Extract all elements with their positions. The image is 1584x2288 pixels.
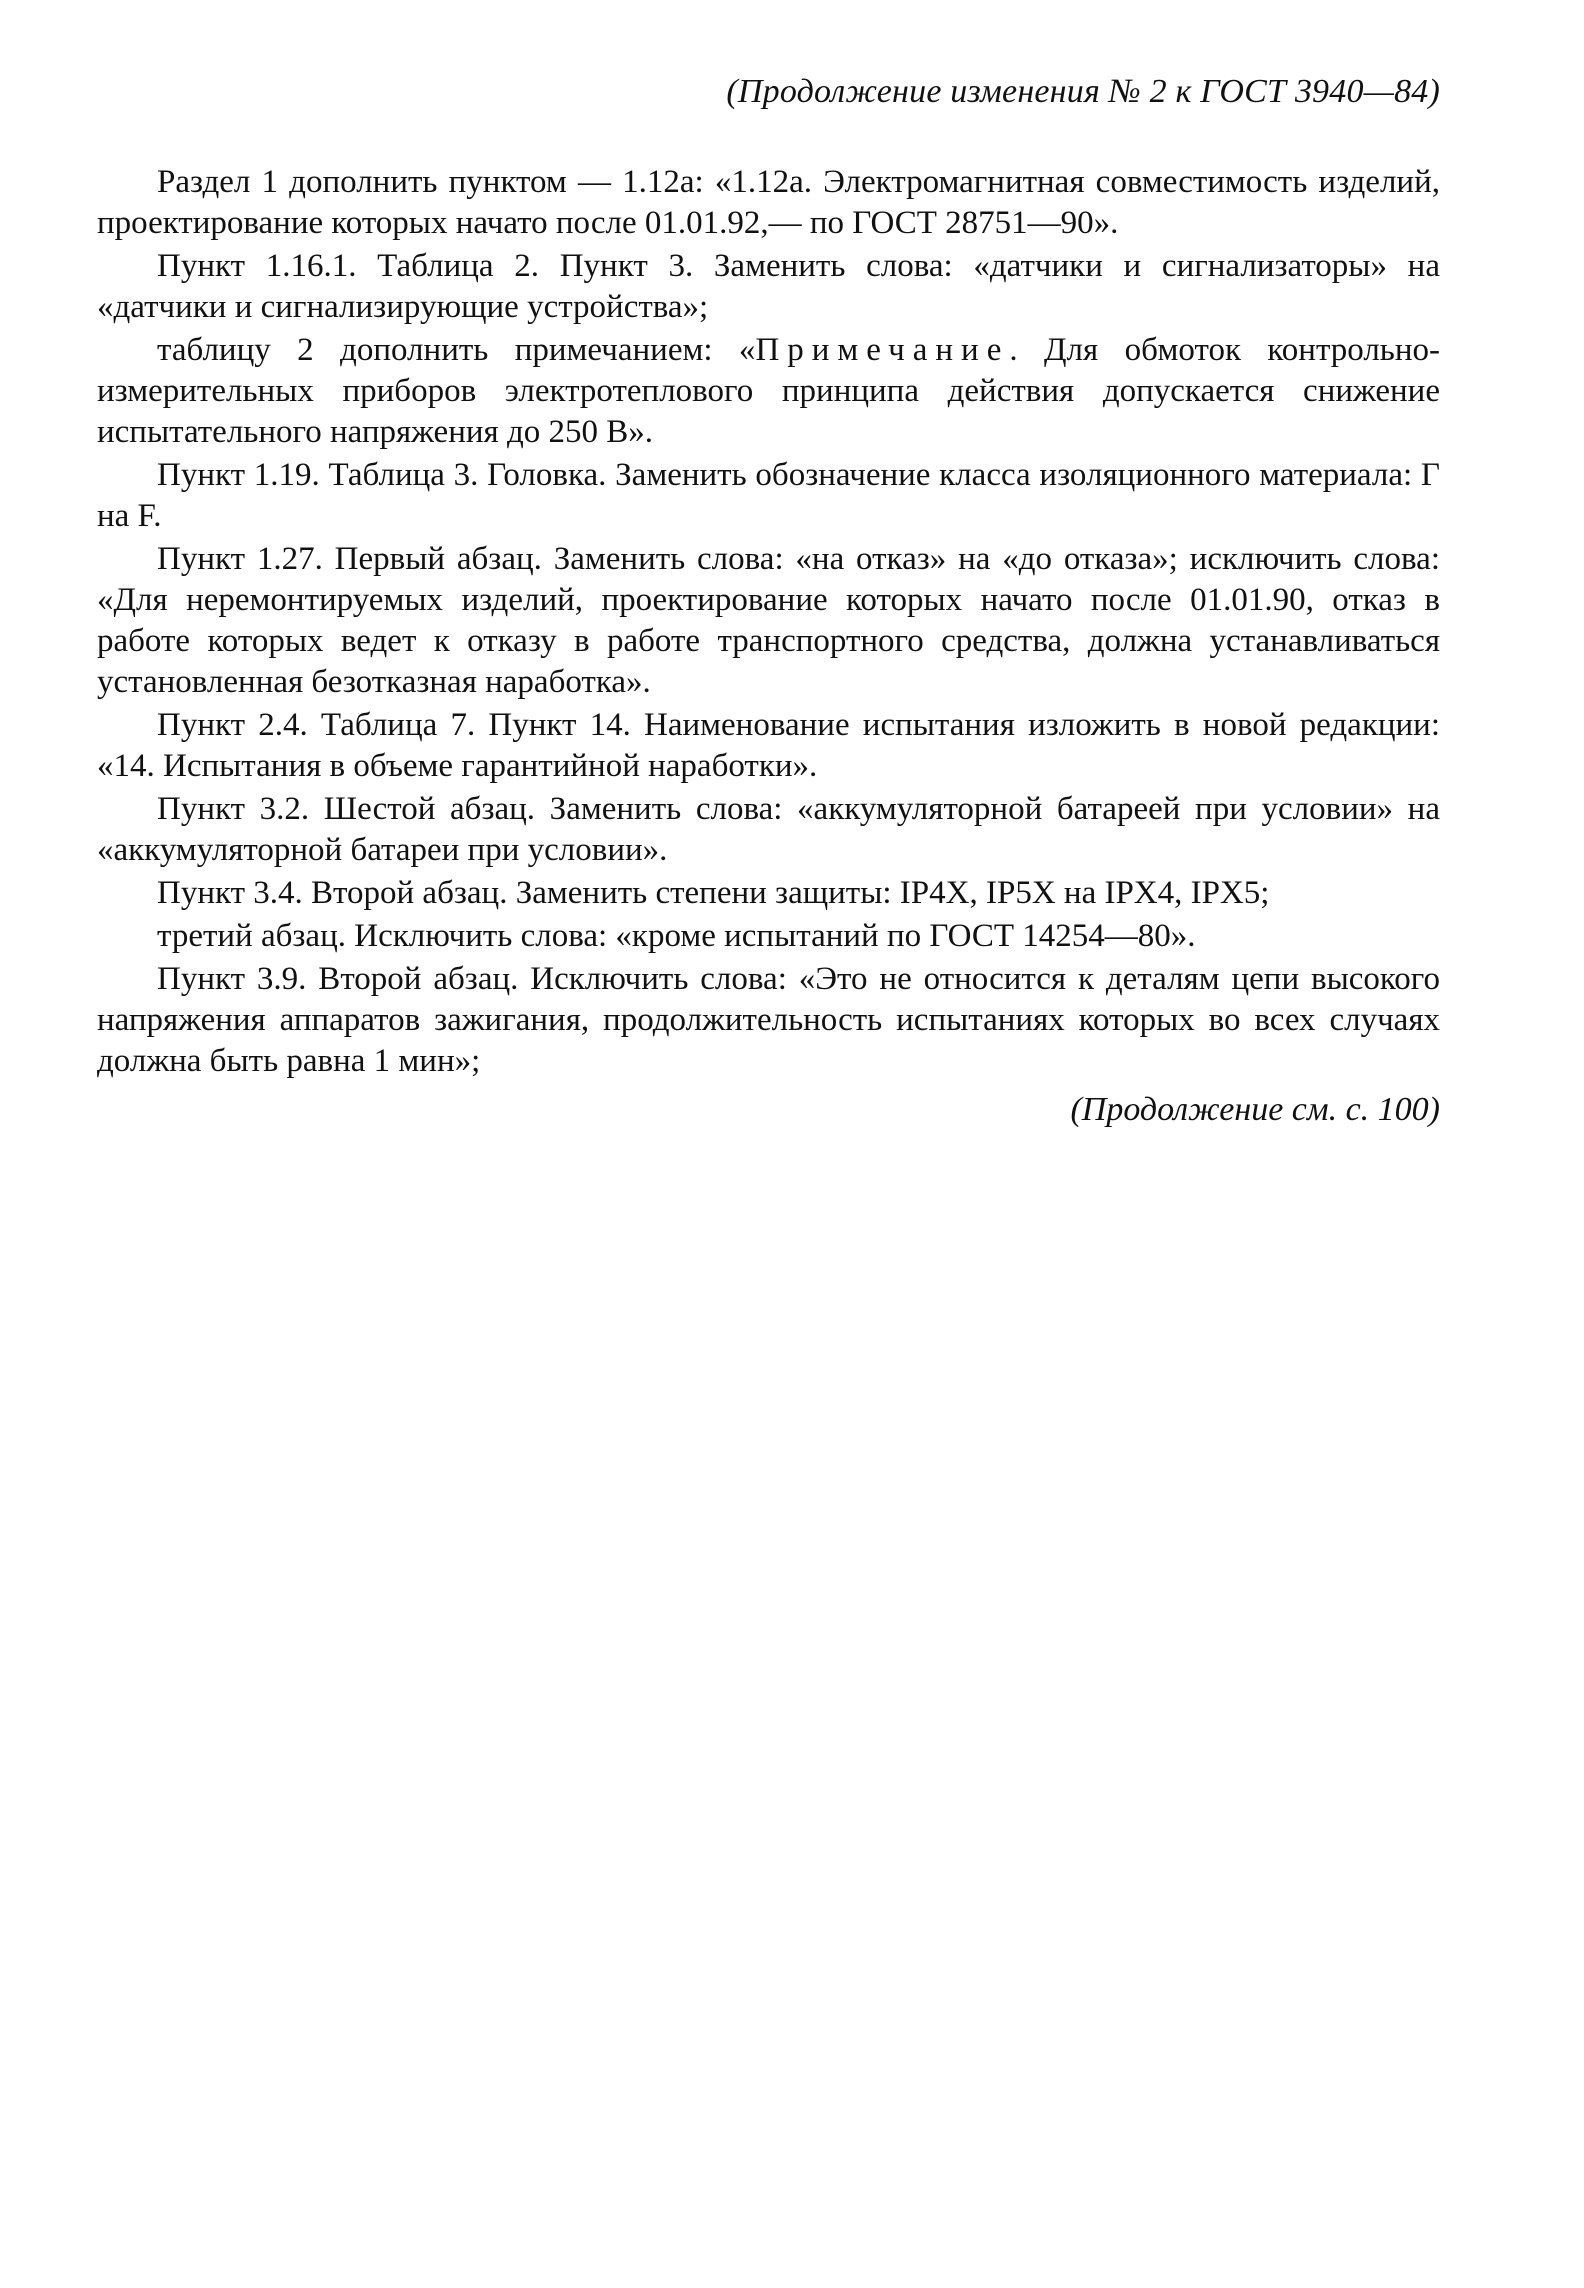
paragraph-1-19: Пункт 1.19. Таблица 3. Головка. Заменить обозначение класса изоляционного материала: Г на F. xyxy=(97,457,1440,534)
paragraph-table-2-note xyxy=(97,330,1440,453)
paragraph-3-2: Пункт 3.2. Шестой абзац. Заменить слова: «аккумуляторной батареей при условии» на «аккумуляторной батареи при условии». xyxy=(97,791,1440,868)
paragraph-table-2-suffix: . Для обмоток контрольно-измерительных приборов электротеплового принципа действия допускается снижение испытательного напряжения до 250 В». xyxy=(97,332,1440,450)
paragraph-2-4: Пункт 2.4. Таблица 7. Пункт 14. Наименование испытания изложить в новой редакции: «14. Испытания в объеме гарантийной наработки». xyxy=(97,707,1440,784)
paragraph-3-9: Пункт 3.9. Второй абзац. Исключить слова: «Это не относится к деталям цепи высокого напряжения аппаратов зажигания, продолжительность испытаниях которых во всех случаях должна быть равна 1 мин»; xyxy=(97,961,1440,1079)
note-spaced-word: Примечание xyxy=(755,332,1010,368)
document-body xyxy=(97,162,1440,1082)
page-header: (Продолжение изменения № 2 к ГОСТ 3940—84) xyxy=(726,73,1440,110)
paragraph-1-16-1: Пункт 1.16.1. Таблица 2. Пункт 3. Заменить слова: «датчики и сигнализаторы» на «датчики и сигнализирующие устройства»; xyxy=(97,248,1440,325)
paragraph-table-2-prefix: таблицу 2 дополнить примечанием: « xyxy=(157,332,756,368)
paragraph-section-1: Раздел 1 дополнить пунктом — 1.12а: «1.12а. Электромагнитная совместимость изделий, проектирование которых начато после 01.01.92,— по ГОСТ 28751—90». xyxy=(97,164,1440,241)
paragraph-3-4-third: третий абзац. Исключить слова: «кроме испытаний по ГОСТ 14254—80». xyxy=(157,918,1196,954)
paragraph-3-4: Пункт 3.4. Второй абзац. Заменить степени защиты: IP4X, IP5X на IPX4, IPX5; xyxy=(157,875,1270,911)
paragraph-1-27: Пункт 1.27. Первый абзац. Заменить слова: «на отказ» на «до отказа»; исключить слова: «Для неремонтируемых изделий, проектирование которых начато после 01.01.90, отказ в работе которых ведет к отказу в работе транспортного средства, должна устанавливаться установленная безотказная наработка». xyxy=(97,541,1440,700)
document-page xyxy=(97,70,1440,1132)
page-footer: (Продолжение см. с. 100) xyxy=(1070,1091,1440,1128)
